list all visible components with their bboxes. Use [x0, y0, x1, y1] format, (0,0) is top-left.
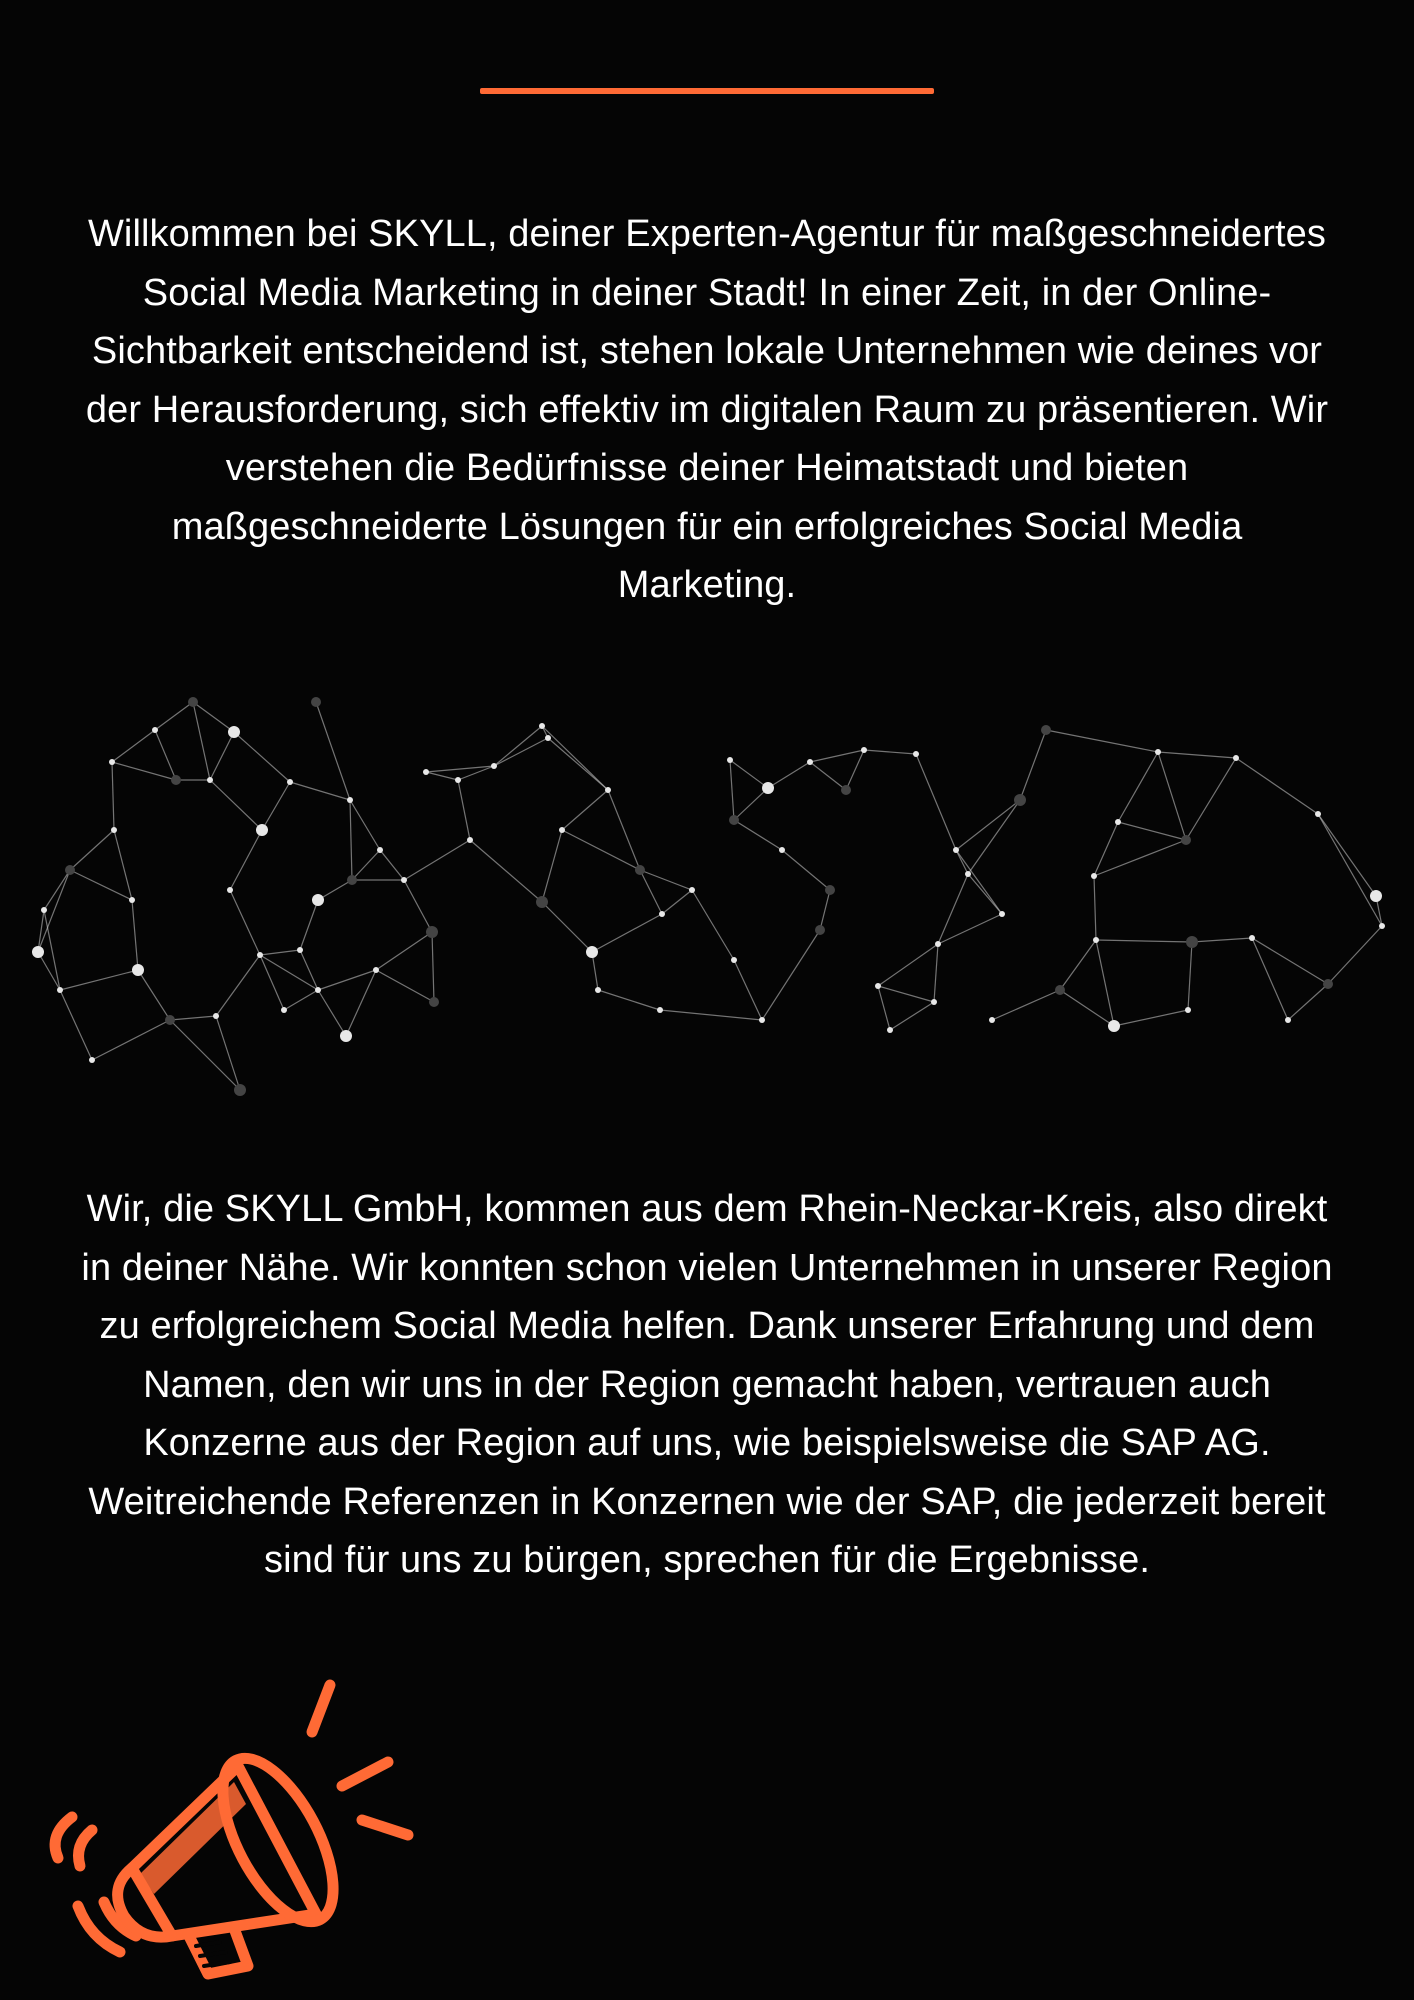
network-node — [65, 865, 75, 875]
network-link — [820, 890, 830, 930]
network-node — [429, 997, 439, 1007]
network-node — [213, 1013, 219, 1019]
network-link — [1328, 926, 1382, 984]
network-node — [931, 999, 937, 1005]
network-node — [171, 775, 181, 785]
network-link — [70, 870, 132, 900]
network-link — [1288, 984, 1328, 1020]
network-link — [562, 830, 640, 870]
network-link — [494, 738, 548, 766]
network-link — [260, 955, 318, 990]
network-link — [1318, 814, 1376, 896]
network-node — [635, 865, 645, 875]
network-link — [318, 990, 346, 1036]
network-link — [376, 970, 434, 1002]
network-node — [965, 871, 971, 877]
network-link — [956, 850, 968, 874]
network-node — [287, 779, 293, 785]
network-node — [727, 757, 733, 763]
network-node — [401, 877, 407, 883]
network-node — [1093, 937, 1099, 943]
network-link — [70, 830, 114, 870]
network-node — [227, 887, 233, 893]
network-link — [193, 702, 210, 780]
network-node — [41, 907, 47, 913]
network-node — [861, 747, 867, 753]
network-link — [1192, 938, 1252, 942]
network-link — [592, 914, 662, 952]
network-node — [586, 946, 598, 958]
network-link — [1096, 940, 1114, 1026]
network-link — [260, 955, 284, 1010]
network-node — [32, 946, 44, 958]
network-node — [111, 827, 117, 833]
network-node — [312, 894, 324, 906]
network-link — [376, 932, 432, 970]
network-link — [404, 840, 470, 880]
network-link — [968, 800, 1020, 874]
network-node — [731, 957, 737, 963]
network-node — [605, 787, 611, 793]
network-link — [432, 932, 434, 1002]
network-link — [346, 970, 376, 1036]
network-link — [730, 760, 734, 820]
network-link — [864, 750, 916, 754]
network-link — [350, 800, 380, 850]
network-link — [1060, 990, 1114, 1026]
network-link — [284, 990, 318, 1010]
network-node — [165, 1015, 175, 1025]
network-link — [262, 782, 290, 830]
network-link — [1046, 730, 1158, 752]
network-link — [810, 750, 864, 762]
network-link — [216, 955, 260, 1016]
network-node — [347, 797, 353, 803]
network-node — [207, 777, 213, 783]
network-node — [315, 987, 321, 993]
network-node — [491, 763, 497, 769]
network-node — [536, 896, 548, 908]
network-link — [112, 730, 155, 762]
network-node — [1055, 985, 1065, 995]
network-link — [260, 950, 300, 955]
network-link — [956, 800, 1020, 850]
network-link — [300, 900, 318, 950]
network-link — [956, 850, 1002, 914]
accent-divider — [480, 88, 934, 94]
network-node — [89, 1057, 95, 1063]
network-link — [1020, 730, 1046, 800]
network-node — [228, 726, 240, 738]
network-link — [1236, 758, 1318, 814]
network-link — [380, 850, 404, 880]
network-node — [825, 885, 835, 895]
network-link — [230, 890, 260, 955]
network-link — [992, 990, 1060, 1020]
network-node — [762, 782, 774, 794]
network-link — [934, 944, 938, 1002]
network-node — [311, 697, 321, 707]
network-link — [60, 990, 92, 1060]
network-link — [170, 1016, 216, 1020]
network-link — [426, 766, 494, 772]
network-link — [350, 800, 352, 880]
network-graphic-icon — [0, 690, 1414, 1140]
network-node — [953, 847, 959, 853]
network-node — [935, 941, 941, 947]
network-link — [1188, 942, 1192, 1010]
network-node — [1115, 819, 1121, 825]
network-node — [887, 1027, 893, 1033]
about-paragraph: Wir, die SKYLL GmbH, kommen aus dem Rhein-Neckar-Kreis, also direkt in deiner Nähe. Wir konnten schon vielen Unternehmen in unserer Region zu erfolgreichem Social Media helfen. Dank unserer Erfahrung und dem Namen, den wir uns in der Region gemacht haben, vertrauen auch Konzerne aus der Region auf uns, wie beispielsweise die SAP AG. Weitreichende Referenzen in Konzernen wie der SAP, die jederzeit bereit sind für uns zu bürgen, sprechen für die Ergebnisse. — [81, 1188, 1333, 1581]
network-node — [377, 847, 383, 853]
network-node — [807, 759, 813, 765]
network-link — [640, 870, 692, 890]
network-node — [1185, 1007, 1191, 1013]
network-link — [890, 1002, 934, 1030]
network-node — [1233, 755, 1239, 761]
network-node — [539, 723, 545, 729]
network-node — [1108, 1020, 1120, 1032]
network-link — [132, 900, 138, 970]
network-link — [290, 782, 350, 800]
network-node — [1041, 725, 1051, 735]
network-node — [729, 815, 739, 825]
network-node — [423, 769, 429, 775]
network-link — [352, 850, 380, 880]
network-node — [759, 1017, 765, 1023]
network-link — [968, 874, 1002, 914]
network-link — [155, 730, 176, 780]
network-link — [542, 902, 592, 952]
network-node — [875, 983, 881, 989]
network-node — [129, 897, 135, 903]
network-node — [297, 947, 303, 953]
network-link — [782, 850, 830, 890]
network-link — [155, 702, 193, 730]
network-link — [210, 780, 262, 830]
network-link — [112, 762, 176, 780]
network-link — [1158, 752, 1186, 840]
network-link — [1060, 940, 1096, 990]
network-node — [1155, 749, 1161, 755]
network-node — [340, 1030, 352, 1042]
network-link — [878, 986, 934, 1002]
network-node — [1249, 935, 1255, 941]
network-link — [692, 890, 734, 960]
network-link — [216, 1016, 240, 1090]
network-node — [1379, 923, 1385, 929]
network-link — [768, 762, 810, 788]
network-node — [595, 987, 601, 993]
network-link — [404, 880, 432, 932]
network-node — [109, 759, 115, 765]
network-link — [846, 750, 864, 790]
network-node — [1014, 794, 1026, 806]
network-node — [426, 926, 438, 938]
network-link — [170, 1020, 240, 1090]
network-node — [256, 824, 268, 836]
network-node — [841, 785, 851, 795]
network-link — [938, 914, 1002, 944]
network-link — [598, 990, 660, 1010]
network-link — [1094, 876, 1096, 940]
network-link — [542, 726, 608, 790]
network-node — [999, 911, 1005, 917]
network-link — [1252, 938, 1288, 1020]
network-link — [112, 762, 114, 830]
network-link — [494, 726, 542, 766]
network-link — [1114, 1010, 1188, 1026]
network-link — [734, 820, 782, 850]
network-link — [426, 772, 458, 780]
network-node — [234, 1084, 246, 1096]
network-link — [662, 890, 692, 914]
network-node — [57, 987, 63, 993]
network-node — [467, 837, 473, 843]
network-link — [542, 830, 562, 902]
network-link — [1318, 814, 1382, 926]
network-node — [455, 777, 461, 783]
network-link — [730, 760, 768, 788]
network-link — [1118, 822, 1186, 840]
network-node — [1285, 1017, 1291, 1023]
network-link — [762, 930, 820, 1020]
network-link — [1252, 938, 1328, 984]
network-link — [734, 788, 768, 820]
network-link — [660, 1010, 762, 1020]
network-link — [878, 986, 890, 1030]
network-node — [188, 697, 198, 707]
network-link — [916, 754, 956, 850]
network-node — [257, 952, 263, 958]
network-node — [913, 751, 919, 757]
network-link — [878, 944, 938, 986]
network-node — [779, 847, 785, 853]
network-node — [132, 964, 144, 976]
network-node — [815, 925, 825, 935]
network-node — [281, 1007, 287, 1013]
network-node — [373, 967, 379, 973]
megaphone-icon — [20, 1670, 440, 1990]
network-link — [1186, 758, 1236, 840]
network-link — [138, 970, 170, 1020]
network-node — [152, 727, 158, 733]
network-link — [810, 762, 846, 790]
network-link — [734, 960, 762, 1020]
network-link — [548, 738, 608, 790]
network-link — [1158, 752, 1236, 758]
network-link — [608, 790, 640, 870]
network-link — [938, 874, 968, 944]
network-node — [1091, 873, 1097, 879]
network-link — [316, 702, 350, 800]
network-link — [458, 780, 470, 840]
network-node — [1181, 835, 1191, 845]
network-node — [657, 1007, 663, 1013]
network-link — [92, 1020, 170, 1060]
network-node — [559, 827, 565, 833]
network-link — [562, 790, 608, 830]
network-node — [1370, 890, 1382, 902]
network-node — [545, 735, 551, 741]
network-node — [989, 1017, 995, 1023]
network-link — [234, 732, 290, 782]
network-link — [318, 970, 376, 990]
network-node — [689, 887, 695, 893]
network-link — [60, 970, 138, 990]
network-link — [230, 830, 262, 890]
network-link — [1118, 752, 1158, 822]
network-link — [470, 840, 542, 902]
network-node — [1186, 936, 1198, 948]
network-node — [347, 875, 357, 885]
network-node — [1315, 811, 1321, 817]
network-link — [210, 732, 234, 780]
network-node — [659, 911, 665, 917]
network-link — [114, 830, 132, 900]
network-link — [1096, 940, 1192, 942]
intro-paragraph: Willkommen bei SKYLL, deiner Experten-Agentur für maßgeschneidertes Social Media Marketing in deiner Stadt! In einer Zeit, in der Online-Sichtbarkeit entscheidend ist, stehen lokale Unternehmen wie deines vor der Herausforderung, sich effektiv im digitalen Raum zu präsentieren. Wir verstehen die Bedürfnisse deiner Heimatstadt und bieten maßgeschneiderte Lösungen für ein erfolgreiches Social Media Marketing. — [85, 213, 1329, 606]
network-node — [1323, 979, 1333, 989]
network-link — [44, 910, 60, 990]
